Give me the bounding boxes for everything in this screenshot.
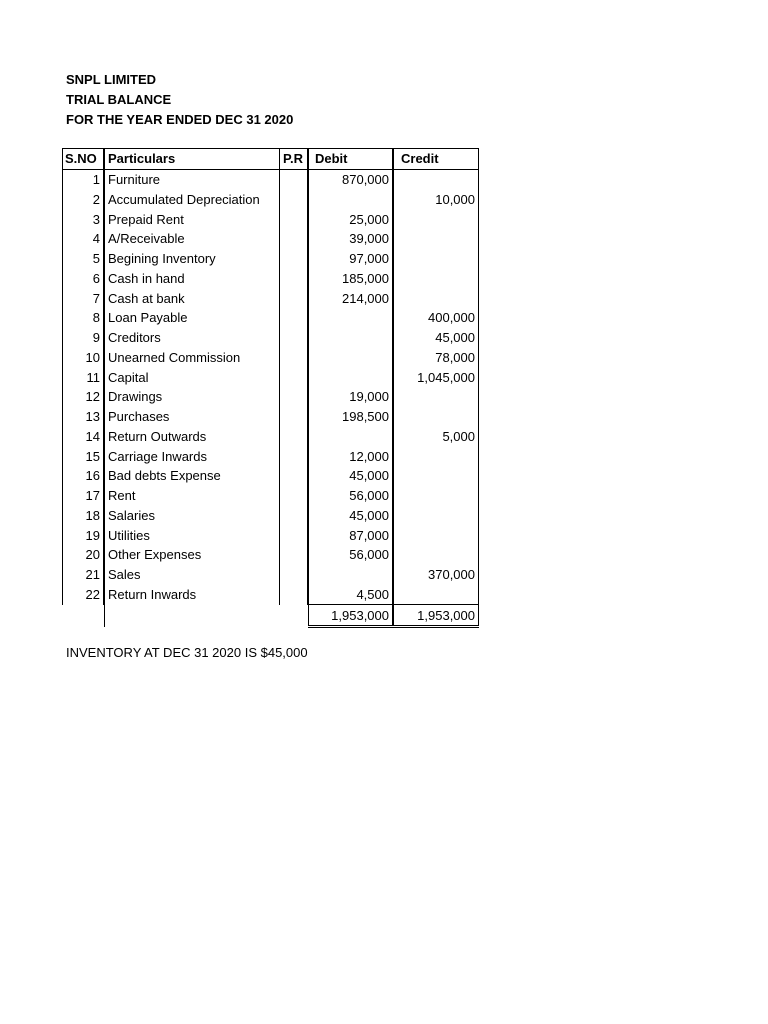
row-particulars: Cash at bank [104,288,280,308]
row-credit [393,269,479,289]
row-pr [280,367,309,387]
row-credit: 5,000 [393,427,479,447]
row-debit: 56,000 [308,486,393,506]
table-row [63,209,479,229]
header-pr: P.R [280,149,309,170]
total-debit: 1,953,000 [308,605,393,627]
table-header-row [63,149,479,170]
row-particulars: Begining Inventory [104,249,280,269]
table-row [63,288,479,308]
row-particulars: Furniture [104,169,280,189]
row-credit [393,209,479,229]
row-particulars: A/Receivable [104,229,280,249]
row-particulars: Capital [104,367,280,387]
row-debit: 97,000 [308,249,393,269]
row-debit: 870,000 [308,169,393,189]
totals-pr-cell [280,605,309,627]
row-particulars: Return Inwards [104,585,280,605]
row-pr [280,545,309,565]
row-credit [393,525,479,545]
row-debit: 45,000 [308,506,393,526]
row-sno: 6 [63,269,105,289]
row-sno: 4 [63,229,105,249]
row-pr [280,585,309,605]
row-particulars: Cash in hand [104,269,280,289]
table-row [63,427,479,447]
row-debit: 45,000 [308,466,393,486]
row-credit [393,545,479,565]
row-particulars: Bad debts Expense [104,466,280,486]
row-credit [393,229,479,249]
row-sno: 1 [63,169,105,189]
table-row [63,565,479,585]
row-sno: 16 [63,466,105,486]
row-sno: 19 [63,525,105,545]
row-sno: 8 [63,308,105,328]
row-particulars: Other Expenses [104,545,280,565]
row-pr [280,525,309,545]
row-particulars: Utilities [104,525,280,545]
row-pr [280,486,309,506]
table-row [63,190,479,210]
row-credit: 10,000 [393,190,479,210]
report-heading [66,70,293,130]
row-credit: 400,000 [393,308,479,328]
row-particulars: Prepaid Rent [104,209,280,229]
table-row [63,525,479,545]
row-pr [280,190,309,210]
row-pr [280,565,309,585]
row-particulars: Sales [104,565,280,585]
row-particulars: Drawings [104,387,280,407]
table-row [63,328,479,348]
row-credit [393,486,479,506]
table-body [63,169,479,605]
row-sno: 11 [63,367,105,387]
header-debit: Debit [308,149,393,170]
totals-sno-cell [63,605,105,627]
row-sno: 22 [63,585,105,605]
table-row [63,446,479,466]
inventory-note: INVENTORY AT DEC 31 2020 IS $45,000 [66,645,308,660]
total-credit: 1,953,000 [393,605,479,627]
row-sno: 14 [63,427,105,447]
row-debit: 12,000 [308,446,393,466]
table-row [63,249,479,269]
row-debit: 56,000 [308,545,393,565]
row-pr [280,348,309,368]
table-row [63,387,479,407]
row-pr [280,269,309,289]
row-pr [280,209,309,229]
row-debit [308,308,393,328]
row-sno: 9 [63,328,105,348]
table-row [63,466,479,486]
row-sno: 12 [63,387,105,407]
row-debit: 198,500 [308,407,393,427]
row-credit [393,407,479,427]
statement-period: FOR THE YEAR ENDED DEC 31 2020 [66,112,294,127]
table-row [63,229,479,249]
row-debit: 19,000 [308,387,393,407]
statement-title: TRIAL BALANCE [66,92,172,107]
totals-row [63,605,479,627]
row-pr [280,249,309,269]
row-debit [308,348,393,368]
row-credit: 1,045,000 [393,367,479,387]
row-debit [308,367,393,387]
header-particulars: Particulars [104,149,280,170]
row-pr [280,446,309,466]
row-debit: 39,000 [308,229,393,249]
row-pr [280,169,309,189]
row-particulars: Accumulated Depreciation [104,190,280,210]
row-particulars: Carriage Inwards [104,446,280,466]
row-debit [308,328,393,348]
row-credit: 370,000 [393,565,479,585]
row-sno: 21 [63,565,105,585]
table-row [63,585,479,605]
row-credit [393,387,479,407]
row-debit [308,190,393,210]
row-debit [308,427,393,447]
row-sno: 18 [63,506,105,526]
row-debit: 4,500 [308,585,393,605]
row-pr [280,387,309,407]
table-row [63,169,479,189]
row-pr [280,328,309,348]
row-pr [280,229,309,249]
row-pr [280,427,309,447]
row-credit: 78,000 [393,348,479,368]
row-sno: 2 [63,190,105,210]
row-particulars: Creditors [104,328,280,348]
row-pr [280,466,309,486]
row-particulars: Unearned Commission [104,348,280,368]
row-sno: 13 [63,407,105,427]
table-row [63,545,479,565]
row-sno: 15 [63,446,105,466]
row-debit: 185,000 [308,269,393,289]
table-row [63,486,479,506]
trial-balance-table [62,148,479,628]
row-debit [308,565,393,585]
row-credit [393,585,479,605]
row-pr [280,288,309,308]
header-credit: Credit [393,149,479,170]
row-sno: 10 [63,348,105,368]
row-particulars: Salaries [104,506,280,526]
row-credit [393,249,479,269]
row-sno: 5 [63,249,105,269]
row-pr [280,506,309,526]
row-credit [393,446,479,466]
row-particulars: Purchases [104,407,280,427]
table-row [63,269,479,289]
row-debit: 87,000 [308,525,393,545]
row-pr [280,308,309,328]
row-credit [393,506,479,526]
row-sno: 3 [63,209,105,229]
row-debit: 25,000 [308,209,393,229]
row-sno: 17 [63,486,105,506]
row-debit: 214,000 [308,288,393,308]
table-row [63,407,479,427]
row-particulars: Loan Payable [104,308,280,328]
row-credit [393,466,479,486]
table-row [63,506,479,526]
header-sno: S.NO [63,149,105,170]
table-row [63,367,479,387]
row-credit [393,288,479,308]
row-particulars: Rent [104,486,280,506]
row-credit: 45,000 [393,328,479,348]
row-sno: 20 [63,545,105,565]
totals-particulars-cell [104,605,280,627]
row-pr [280,407,309,427]
row-particulars: Return Outwards [104,427,280,447]
company-name: SNPL LIMITED [66,72,157,87]
row-sno: 7 [63,288,105,308]
row-credit [393,169,479,189]
table-row [63,348,479,368]
table-row [63,308,479,328]
